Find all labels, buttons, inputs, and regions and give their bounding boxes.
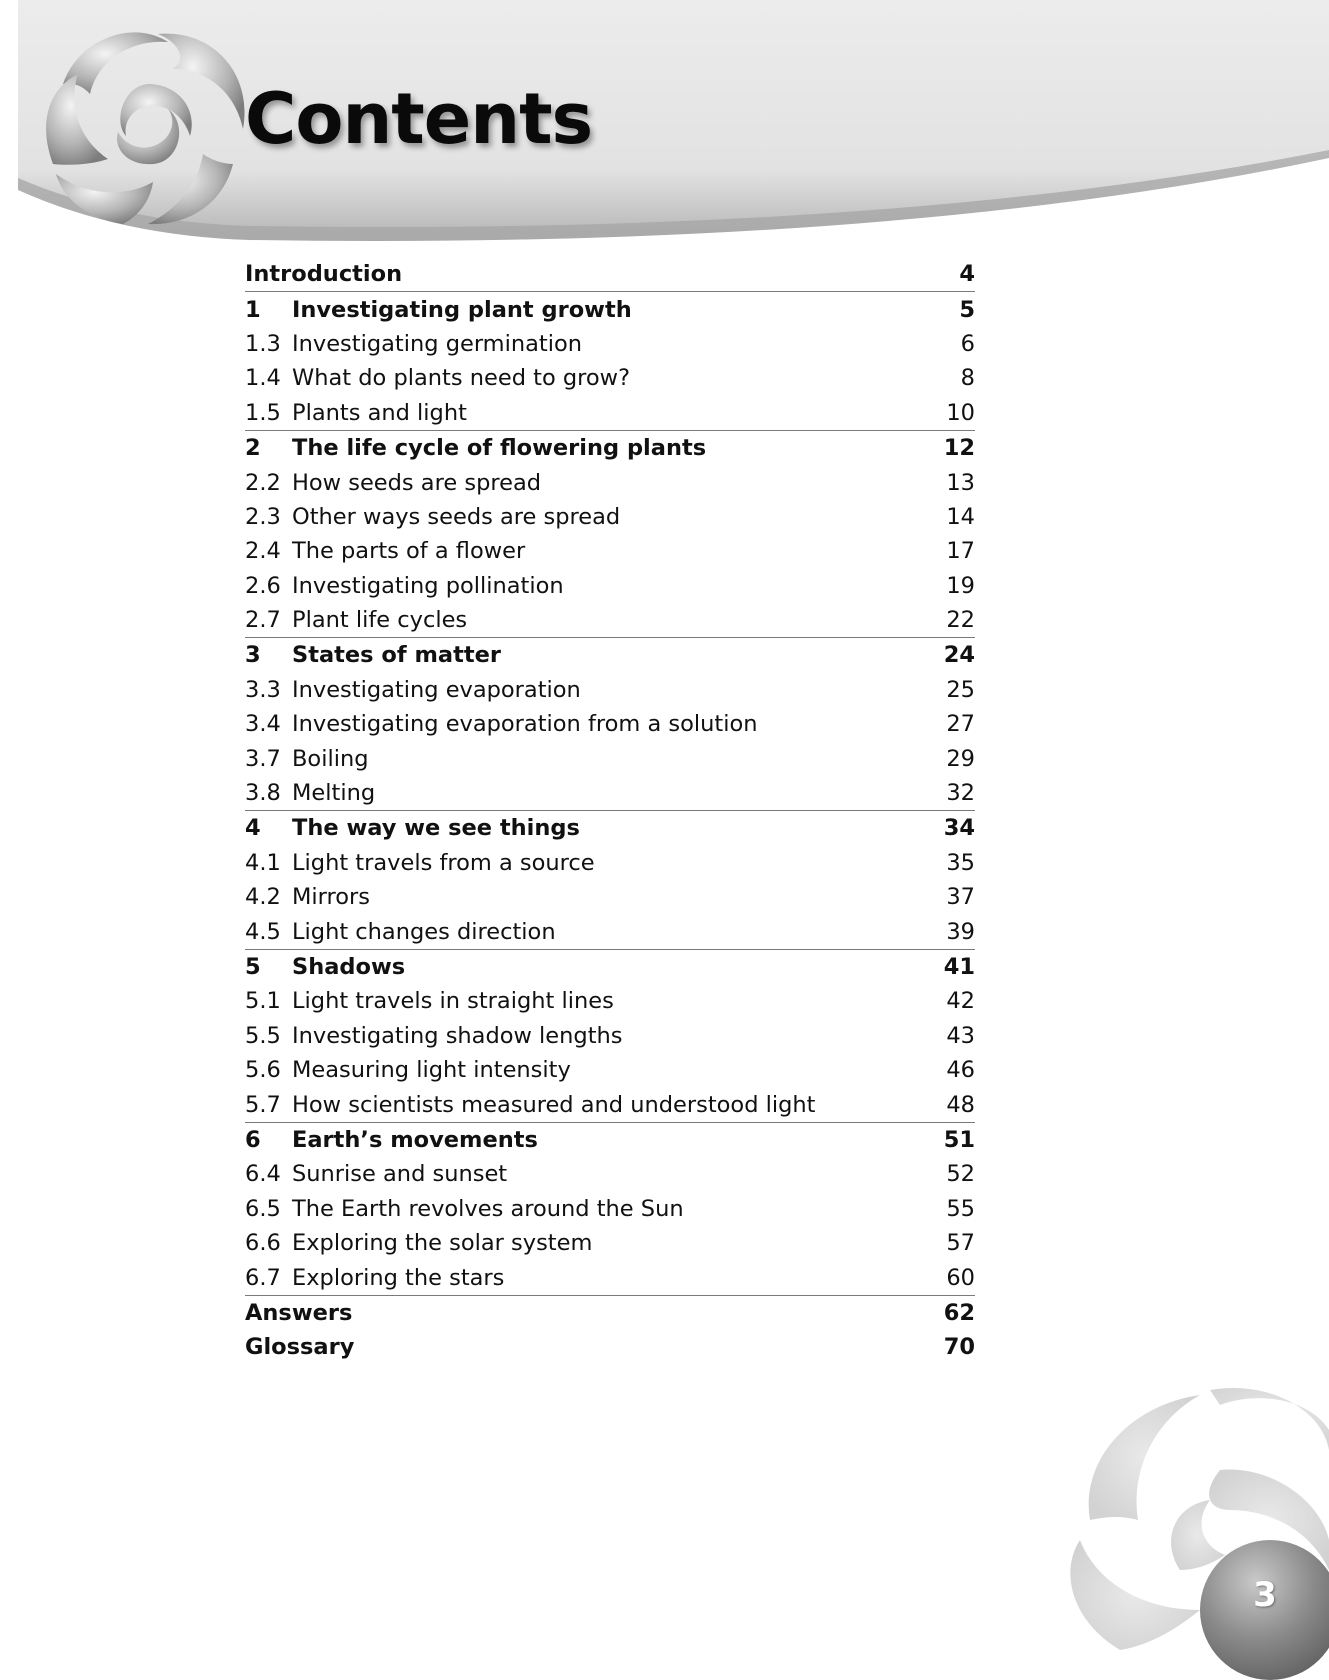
toc-entry-page: 10 bbox=[946, 399, 975, 426]
toc-entry-page: 52 bbox=[946, 1161, 975, 1188]
toc-entry-number: 5.6 bbox=[245, 1057, 281, 1084]
toc-entry bbox=[245, 1122, 975, 1157]
toc-entry-number: 1 bbox=[245, 296, 261, 323]
page-number: 3 bbox=[1253, 1575, 1277, 1615]
toc-entry bbox=[245, 603, 975, 637]
toc-entry-number: 6.4 bbox=[245, 1161, 281, 1188]
toc-entry-number: 2.3 bbox=[245, 503, 281, 530]
toc-entry-number: 2 bbox=[245, 435, 261, 462]
toc-entry-page: 14 bbox=[946, 503, 975, 530]
toc-entry bbox=[245, 1330, 975, 1364]
toc-entry-number: 4.2 bbox=[245, 884, 281, 911]
toc-entry-title: Investigating shadow lengths bbox=[292, 1022, 623, 1049]
toc-entry bbox=[245, 949, 975, 984]
toc-entry-title: Investigating pollination bbox=[292, 572, 564, 599]
toc-entry bbox=[245, 361, 975, 395]
toc-entry-page: 25 bbox=[946, 676, 975, 703]
toc-entry bbox=[245, 741, 975, 775]
toc-entry bbox=[245, 396, 975, 430]
toc-entry-page: 46 bbox=[946, 1057, 975, 1084]
toc-entry bbox=[245, 1295, 975, 1330]
toc-entry-title: Earth’s movements bbox=[292, 1126, 538, 1153]
toc-entry-title: How scientists measured and understood light bbox=[292, 1091, 816, 1118]
toc-entry-number: 4 bbox=[245, 815, 261, 842]
toc-entry-title: The Earth revolves around the Sun bbox=[292, 1195, 684, 1222]
toc-entry-page: 12 bbox=[943, 435, 975, 462]
toc-entry bbox=[245, 1192, 975, 1226]
toc-entry bbox=[245, 327, 975, 361]
toc-entry bbox=[245, 569, 975, 603]
toc-entry bbox=[245, 637, 975, 672]
toc-entry-page: 29 bbox=[946, 745, 975, 772]
toc-entry-number: 1.3 bbox=[245, 330, 281, 357]
toc-entry-title: The way we see things bbox=[292, 815, 580, 842]
toc-entry-number: 4.1 bbox=[245, 849, 281, 876]
toc-entry-page: 42 bbox=[946, 988, 975, 1015]
toc-entry bbox=[245, 880, 975, 914]
toc-entry-number: 2.4 bbox=[245, 538, 281, 565]
toc-entry-title: Boiling bbox=[292, 745, 369, 772]
toc-entry-title: Plants and light bbox=[292, 399, 467, 426]
toc-entry-page: 27 bbox=[946, 711, 975, 738]
toc-entry-title: Mirrors bbox=[292, 884, 371, 911]
toc-entry-number: 6.7 bbox=[245, 1264, 281, 1291]
toc-entry-page: 41 bbox=[943, 954, 975, 980]
toc-entry-number: 5.7 bbox=[245, 1091, 281, 1118]
toc-entry-number: 6 bbox=[245, 1126, 261, 1153]
toc-entry bbox=[245, 257, 975, 291]
toc-entry bbox=[245, 291, 975, 326]
toc-entry-title: The parts of a flower bbox=[292, 538, 526, 565]
toc-entry-page: 24 bbox=[943, 642, 975, 669]
toc-entry-title: Introduction bbox=[245, 261, 403, 288]
toc-entry-page: 22 bbox=[946, 607, 975, 634]
toc-entry-number: 5.5 bbox=[245, 1022, 281, 1049]
toc-entry bbox=[245, 1226, 975, 1260]
toc-entry-number: 3.4 bbox=[245, 711, 281, 738]
toc-entry-title: States of matter bbox=[292, 642, 501, 669]
toc-entry bbox=[245, 984, 975, 1018]
toc-entry-page: 34 bbox=[943, 815, 975, 842]
toc-entry bbox=[245, 1053, 975, 1087]
toc-entry-title: Investigating evaporation from a solution bbox=[292, 711, 758, 738]
toc-entry-title: Light changes direction bbox=[292, 918, 556, 945]
toc-entry-page: 55 bbox=[946, 1195, 975, 1222]
toc-entry-title: Measuring light intensity bbox=[292, 1057, 571, 1084]
toc-entry-number: 5.1 bbox=[245, 988, 281, 1015]
toc-entry bbox=[245, 810, 975, 845]
toc-entry-number: 6.6 bbox=[245, 1230, 281, 1257]
table-of-contents bbox=[245, 257, 975, 1365]
toc-entry-number: 4.5 bbox=[245, 918, 281, 945]
toc-entry-title: Glossary bbox=[245, 1334, 355, 1361]
toc-entry-page: 5 bbox=[959, 296, 975, 323]
toc-entry-title: Exploring the stars bbox=[292, 1264, 505, 1291]
toc-entry-title: The life cycle of flowering plants bbox=[292, 435, 707, 462]
toc-entry-title: Other ways seeds are spread bbox=[292, 503, 621, 530]
toc-entry-number: 2.7 bbox=[245, 607, 281, 634]
toc-entry-number: 1.5 bbox=[245, 399, 281, 426]
toc-entry-page: 4 bbox=[959, 261, 975, 288]
toc-entry bbox=[245, 707, 975, 741]
toc-entry-title: Melting bbox=[292, 780, 376, 807]
toc-entry bbox=[245, 1260, 975, 1294]
toc-entry bbox=[245, 534, 975, 568]
toc-entry-number: 2.6 bbox=[245, 572, 281, 599]
toc-entry-page: 32 bbox=[946, 780, 975, 807]
toc-entry-title: Shadows bbox=[292, 954, 406, 980]
toc-entry-page: 57 bbox=[946, 1230, 975, 1257]
toc-entry-title: Plant life cycles bbox=[292, 607, 468, 634]
toc-entry-page: 35 bbox=[946, 849, 975, 876]
toc-entry bbox=[245, 673, 975, 707]
toc-entry bbox=[245, 430, 975, 465]
toc-entry bbox=[245, 465, 975, 499]
toc-entry-title: Investigating plant growth bbox=[292, 296, 632, 323]
toc-entry-number: 6.5 bbox=[245, 1195, 281, 1222]
page-title: Contents bbox=[245, 78, 593, 160]
toc-entry-number: 5 bbox=[245, 954, 261, 980]
toc-entry-page: 62 bbox=[943, 1299, 975, 1326]
toc-entry bbox=[245, 776, 975, 810]
toc-entry-title: What do plants need to grow? bbox=[292, 365, 631, 392]
toc-entry-page: 51 bbox=[943, 1126, 975, 1153]
toc-entry bbox=[245, 500, 975, 534]
toc-entry-title: Light travels from a source bbox=[292, 849, 595, 876]
toc-entry-page: 19 bbox=[946, 572, 975, 599]
toc-entry-number: 1.4 bbox=[245, 365, 281, 392]
toc-entry-title: Exploring the solar system bbox=[292, 1230, 593, 1257]
toc-entry-number: 3.7 bbox=[245, 745, 281, 772]
toc-entry-number: 2.2 bbox=[245, 469, 281, 496]
toc-entry-page: 48 bbox=[946, 1091, 975, 1118]
toc-entry-title: Answers bbox=[245, 1299, 353, 1326]
toc-entry-page: 6 bbox=[960, 330, 975, 357]
toc-entry-page: 70 bbox=[943, 1334, 975, 1361]
toc-entry-title: Light travels in straight lines bbox=[292, 988, 614, 1015]
toc-entry-title: Investigating evaporation bbox=[292, 676, 581, 703]
toc-entry bbox=[245, 846, 975, 880]
toc-entry-number: 3 bbox=[245, 642, 261, 669]
toc-entry-title: How seeds are spread bbox=[292, 469, 542, 496]
toc-entry-page: 17 bbox=[946, 538, 975, 565]
toc-entry-page: 37 bbox=[946, 884, 975, 911]
toc-entry-page: 43 bbox=[946, 1022, 975, 1049]
toc-entry-page: 39 bbox=[946, 918, 975, 945]
toc-entry bbox=[245, 1157, 975, 1191]
swirl-logo-icon bbox=[38, 14, 258, 234]
toc-entry-title: Sunrise and sunset bbox=[292, 1161, 508, 1188]
toc-entry bbox=[245, 914, 975, 948]
toc-entry-page: 8 bbox=[960, 365, 975, 392]
toc-entry bbox=[245, 1019, 975, 1053]
toc-entry-page: 60 bbox=[946, 1264, 975, 1291]
toc-entry bbox=[245, 1087, 975, 1121]
toc-entry-number: 3.8 bbox=[245, 780, 281, 807]
toc-entry-title: Investigating germination bbox=[292, 330, 582, 357]
toc-entry-page: 13 bbox=[946, 469, 975, 496]
toc-entry-number: 3.3 bbox=[245, 676, 281, 703]
